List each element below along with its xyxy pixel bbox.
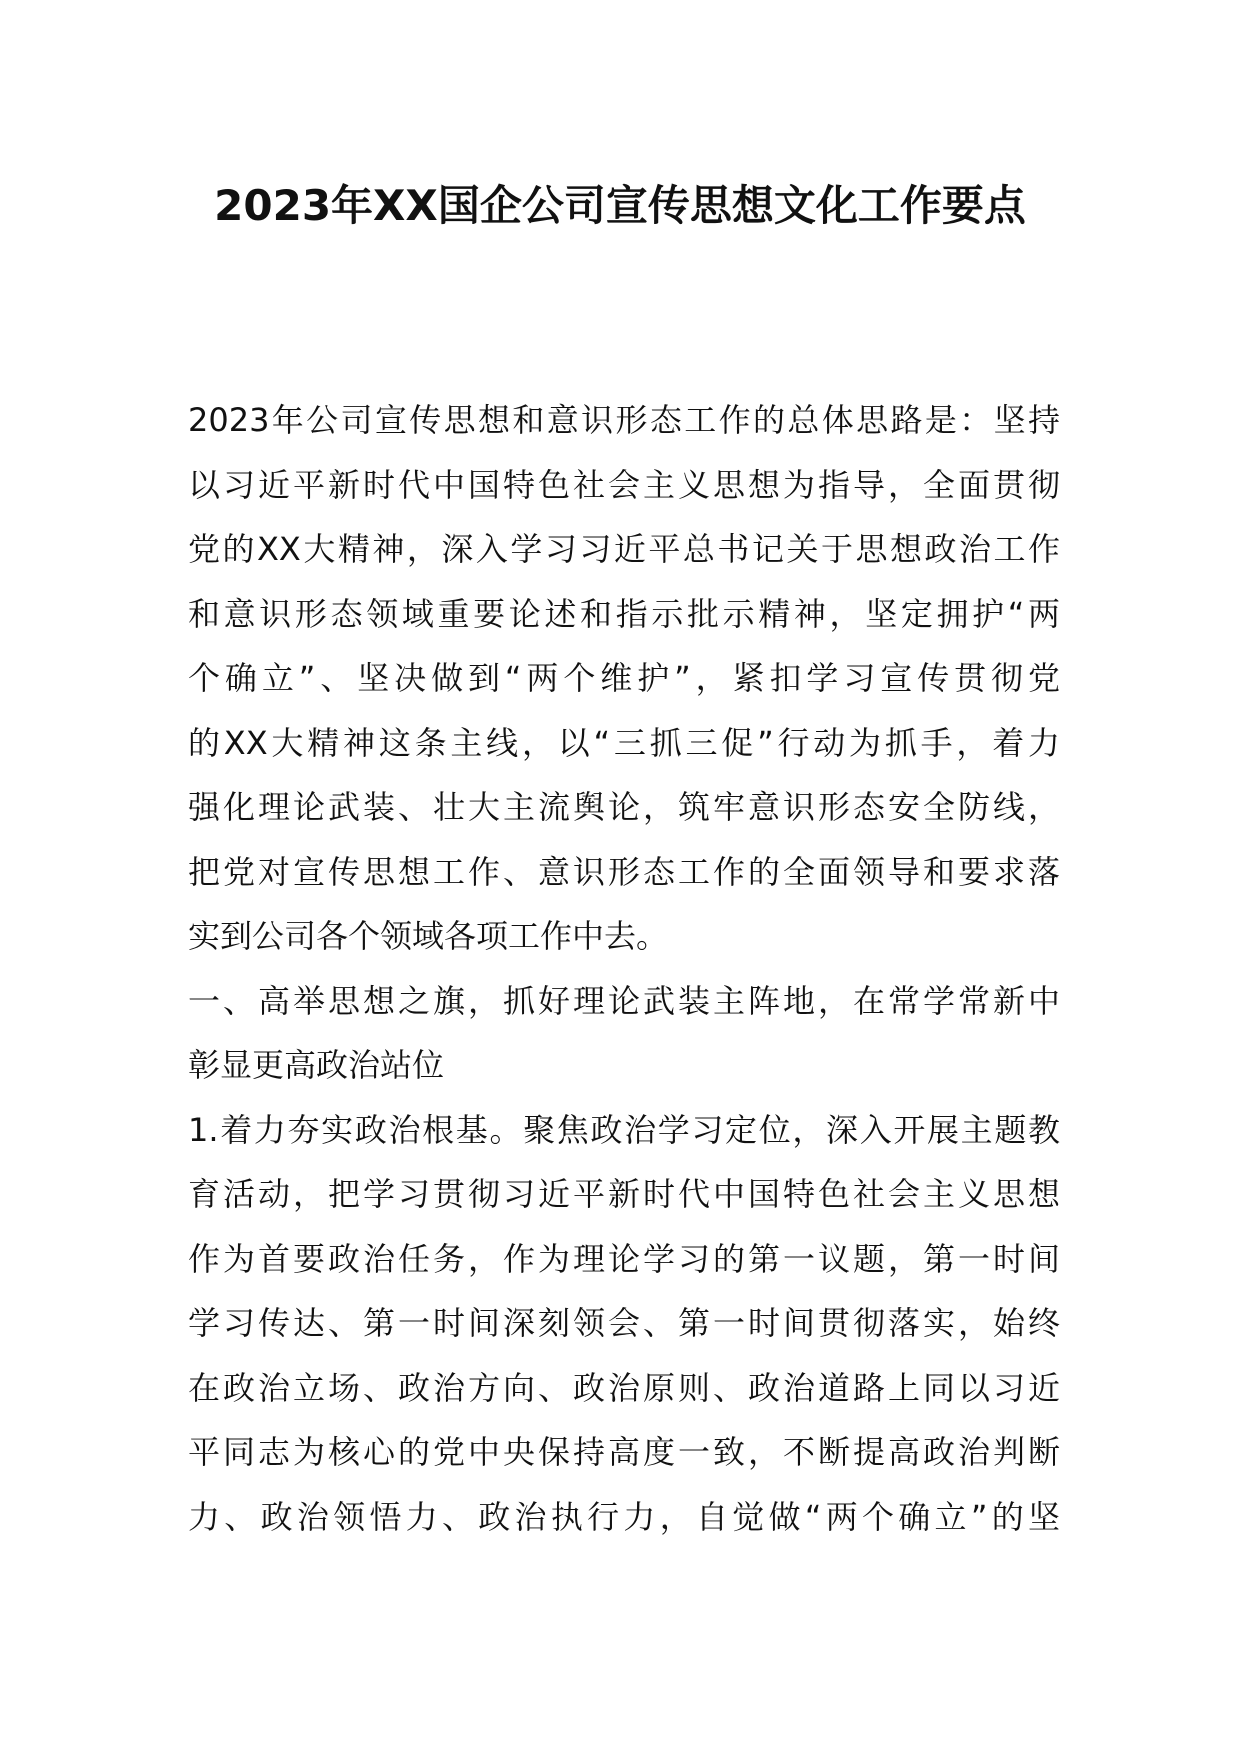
body-line: 和意识形态领域重要论述和指示批示精神，坚定拥护“两 (188, 594, 1060, 633)
body-line: 实到公司各个领域各项工作中去。 (188, 917, 669, 955)
body-line: 在政治立场、政治方向、政治原则、政治道路上同以习近 (188, 1368, 1060, 1407)
body-line: 平同志为核心的党中央保持高度一致，不断提高政治判断 (188, 1433, 1060, 1471)
body-line: 育活动，把学习贯彻习近平新时代中国特色社会主义思想 (188, 1175, 1060, 1213)
body-line: 的XX大精神这条主线，以“三抓三促”行动为抓手，着力 (188, 723, 1060, 762)
document-body (188, 388, 1060, 1549)
body-line: 个确立”、坚决做到“两个维护”，紧扣学习宣传贯彻党 (188, 659, 1060, 697)
body-line: 学习传达、第一时间深刻领会、第一时间贯彻落实，始终 (188, 1304, 1060, 1342)
body-line: 强化理论武装、壮大主流舆论，筑牢意识形态安全防线， (188, 788, 1060, 826)
body-line: 2023年公司宣传思想和意识形态工作的总体思路是：坚持 (188, 401, 1060, 439)
section-heading-line: 一、高举思想之旗，抓好理论武装主阵地，在常学常新中 (188, 981, 1060, 1020)
body-line: 1.着力夯实政治根基。聚焦政治学习定位，深入开展主题教 (188, 1110, 1060, 1149)
body-line: 力、政治领悟力、政治执行力，自觉做“两个确立”的坚 (188, 1497, 1060, 1536)
body-line: 把党对宣传思想工作、意识形态工作的全面领导和要求落 (188, 852, 1060, 891)
document-title: 2023年XX国企公司宣传思想文化工作要点 (214, 181, 1026, 230)
body-line: 作为首要政治任务，作为理论学习的第一议题，第一时间 (188, 1239, 1060, 1278)
body-line: 党的XX大精神，深入学习习近平总书记关于思想政治工作 (188, 530, 1060, 568)
body-line: 以习近平新时代中国特色社会主义思想为指导，全面贯彻 (188, 465, 1060, 504)
section-heading-line: 彰显更高政治站位 (188, 1046, 445, 1084)
